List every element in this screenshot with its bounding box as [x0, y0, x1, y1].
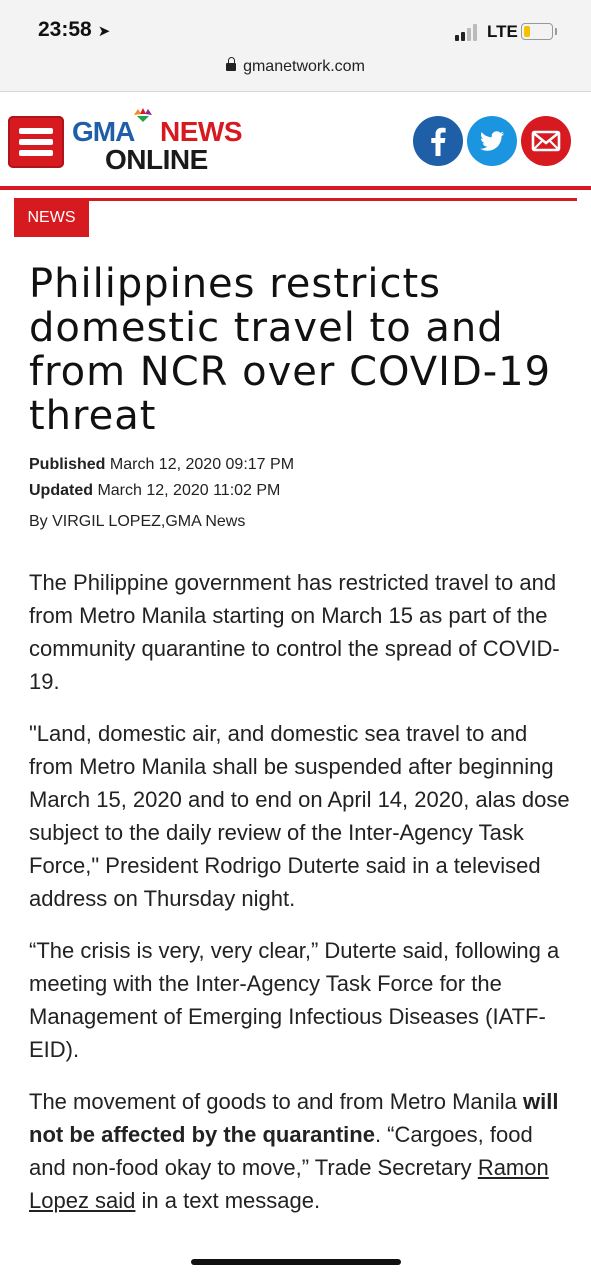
heart-icon — [132, 108, 154, 122]
home-indicator[interactable] — [191, 1259, 401, 1265]
paragraph-4-text-b: . “Cargoes, food and non-food okay to move,” Trade Secretary — [29, 1122, 533, 1180]
paragraph-2: "Land, domestic air, and domestic sea travel to and from Metro Manila shall be suspended after beginning March 15, 2020 and to end on April 14, 2020, alas dose subject to the daily review of the Inter-Agency Task Force," President Rodrigo Duterte said in a televised address on Thursday night. — [29, 721, 570, 911]
header-divider — [0, 186, 591, 190]
updated-date — [29, 482, 280, 500]
menu-icon[interactable] — [8, 116, 64, 168]
logo-online: ONLINE — [105, 144, 208, 175]
published-date — [29, 456, 294, 474]
paragraph-4 — [29, 1085, 574, 1217]
facebook-icon[interactable] — [413, 116, 463, 166]
lock-icon — [226, 63, 236, 71]
updated-label: Updated — [29, 482, 93, 499]
battery-icon — [521, 23, 553, 40]
published-label: Published — [29, 456, 106, 473]
byline[interactable]: By VIRGIL LOPEZ,GMA News — [29, 513, 246, 530]
twitter-icon[interactable] — [467, 116, 517, 166]
paragraph-4-text-c: in a text message. — [135, 1188, 321, 1213]
paragraph-1: The Philippine government has restricted travel to and from Metro Manila starting on March 15 as part of the community quarantine to control the spread of COVID-19. — [29, 570, 560, 694]
updated-value: March 12, 2020 11:02 PM — [97, 482, 281, 499]
article-body — [29, 566, 574, 1236]
status-time — [38, 18, 110, 42]
section-divider — [14, 198, 577, 201]
article-headline: Philippines restricts domestic travel to and from NCR over COVID-19 threat — [29, 261, 552, 439]
gma-news-logo[interactable] — [72, 112, 252, 176]
published-value: March 12, 2020 09:17 PM — [109, 456, 295, 473]
browser-chrome — [0, 0, 591, 92]
paragraph-3: “The crisis is very, very clear,” Duterte said, following a meeting with the Inter-Agency Task Force for the Management of Emerging Infectious Diseases (IATF-EID). — [29, 938, 560, 1062]
url-text: gmanetwork.com — [243, 58, 365, 75]
location-arrow-icon: ➤ — [97, 23, 111, 40]
network-type: LTE — [487, 22, 518, 41]
logo-news: NEWS — [160, 116, 242, 147]
time-text: 23:58 — [38, 18, 92, 41]
paragraph-4-bold: will not be affected by the quarantine — [29, 1089, 559, 1147]
ramon-lopez-link[interactable]: Ramon Lopez said — [29, 1155, 549, 1213]
mail-icon[interactable] — [521, 116, 571, 166]
signal-icon — [455, 23, 479, 41]
paragraph-4-text-a: The movement of goods to and from Metro Manila — [29, 1089, 524, 1114]
section-tag[interactable]: NEWS — [14, 201, 89, 237]
address-bar[interactable] — [0, 58, 591, 76]
logo-gma: GMA — [72, 116, 135, 147]
